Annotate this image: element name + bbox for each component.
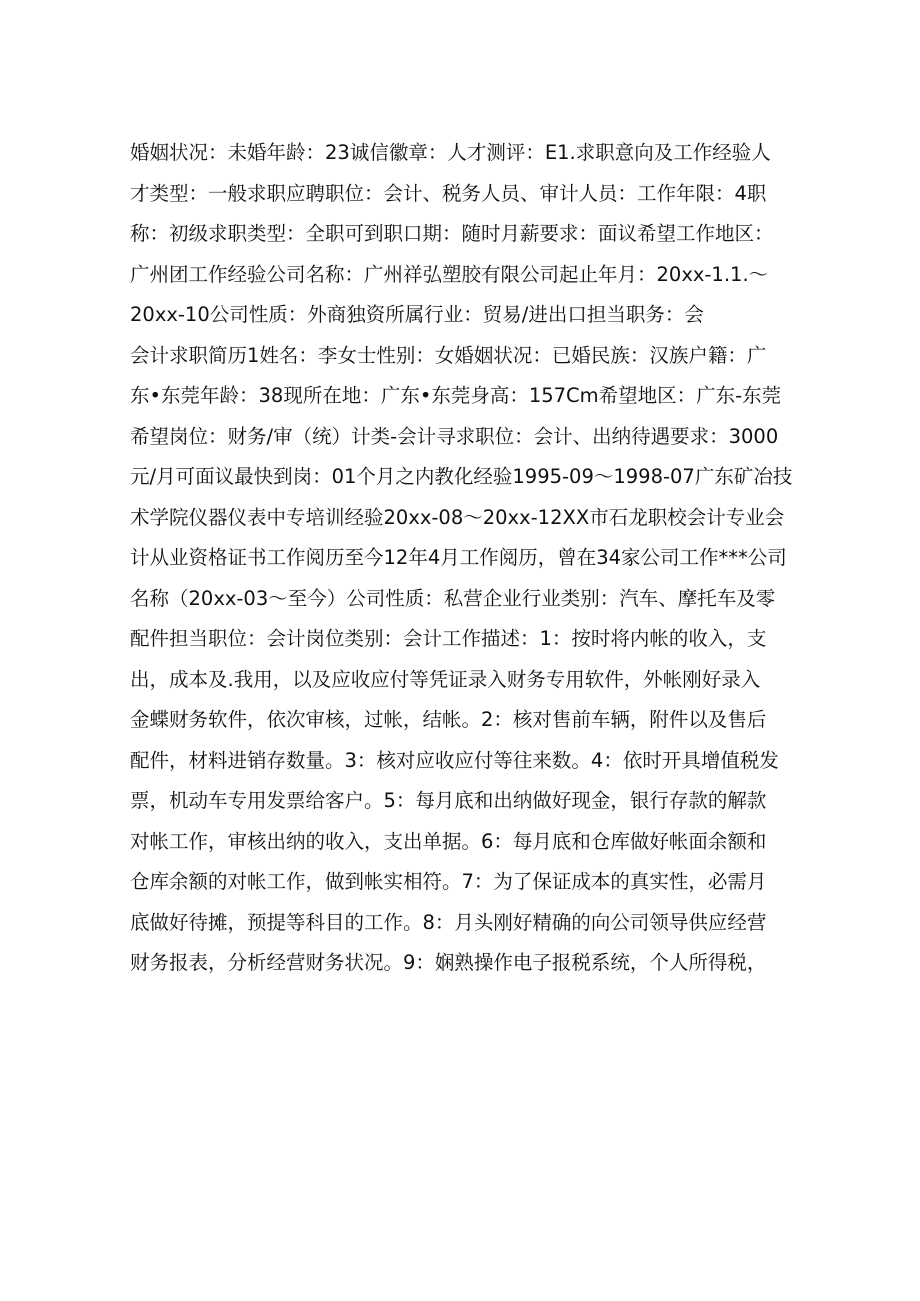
text-line: 财务报表，分析经营财务状况。9：娴熟操作电子报税系统，个人所得税，: [130, 951, 767, 974]
text-line: 才类型：一般求职应聘职位：会计、税务人员、审计人员：工作年限：4职: [130, 181, 767, 205]
text-line: 20xx-10公司性质：外商独资所属行业：贸易/进出口担当职务：会: [130, 303, 704, 326]
text-line: 名称（20xx-03～至今）公司性质：私营企业行业类别：汽车、摩托车及零: [130, 586, 776, 610]
text-line: 仓库余额的对帐工作，做到帐实相符。7：为了保证成本的真实性，必需月: [130, 870, 767, 893]
resume-body-text: [130, 133, 810, 984]
text-line: 广州团工作经验公司名称：广州祥弘塑胶有限公司起止年月：20xx-1.1.～: [130, 262, 769, 286]
text-line: 对帐工作，审核出纳的收入，支出单据。6：每月底和仓库做好帐面余额和: [130, 829, 767, 853]
text-line: 票，机动车专用发票给客户。5：每月底和出纳做好现金，银行存款的解款: [130, 789, 767, 812]
text-line: 配件担当职位：会计岗位类别：会计工作描述：1：按时将内帐的收入，支: [130, 627, 767, 650]
text-line: 会计求职简历1姓名：李女士性别：女婚姻状况：已婚民族：汉族户籍：广: [130, 343, 767, 367]
text-line: 术学院仪器仪表中专培训经验20xx-08～20xx-12XX市石龙职校会计专业会: [130, 505, 785, 529]
text-line: 金蝶财务软件，依次审核，过帐，结帐。2：核对售前车辆，附件以及售后: [130, 708, 767, 731]
text-line: 希望岗位：财务/审（统）计类-会计寻求职位：会计、出纳待遇要求：3000: [130, 424, 779, 448]
text-line: 婚姻状况：未婚年龄：23诚信徽章：人才测评：E1.求职意向及工作经验人: [130, 141, 771, 164]
text-line: 底做好待摊，预提等科目的工作。8：月头刚好精确的向公司领导供应经营: [130, 910, 767, 934]
text-line: 出，成本及.我用，以及应收应付等凭证录入财务专用软件，外帐刚好录入: [130, 667, 761, 691]
text-line: 称：初级求职类型：全职可到职口期：随时月薪要求：面议希望工作地区：: [130, 222, 774, 245]
text-line: 元/月可面议最快到岗：01个月之内教化经验1995-09～1998-07广东矿冶技: [130, 465, 793, 488]
text-line: 配件，材料进销存数量。3：核对应收应付等往来数。4：依时开具增值税发: [130, 748, 779, 772]
text-line: 计从业资格证书工作阅历至今12年4月工作阅历，曾在34家公司工作***公司: [130, 546, 787, 569]
text-line: 东•东莞年龄：38现所在地：广东•东莞身高：157Cm希望地区：广东-东莞: [130, 384, 782, 407]
